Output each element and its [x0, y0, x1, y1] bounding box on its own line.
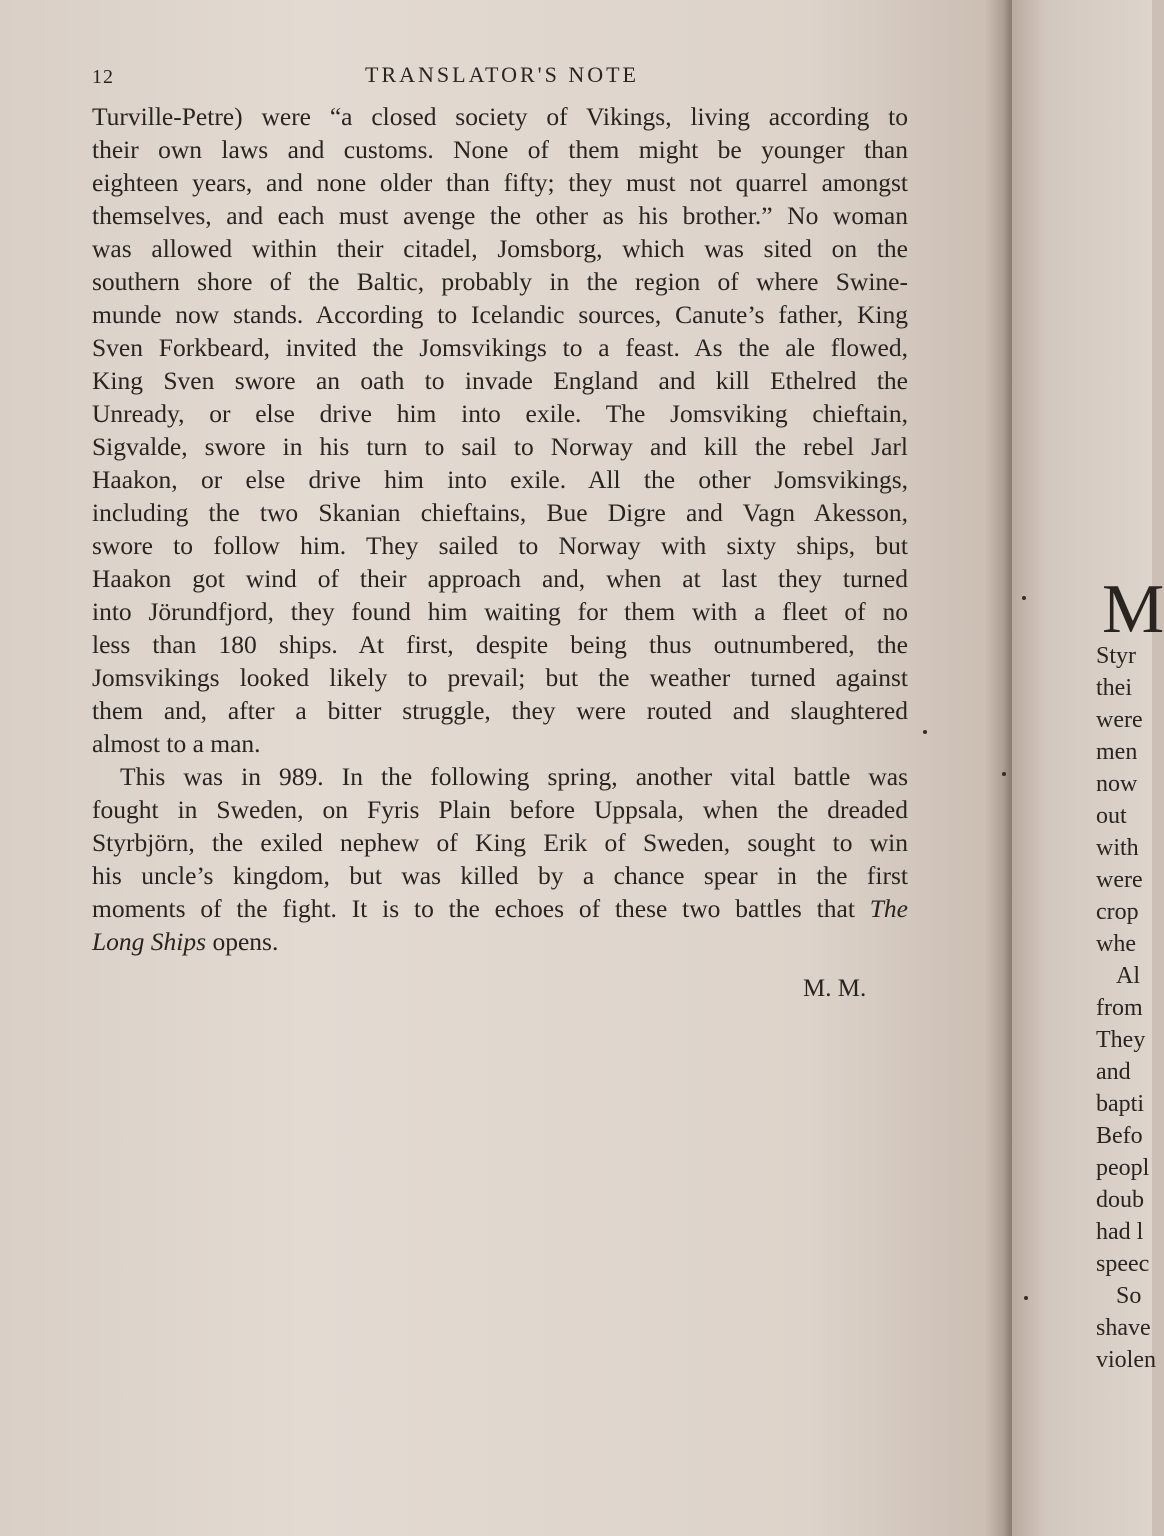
paragraph-2 [92, 760, 908, 958]
text-line: with [1096, 835, 1139, 861]
text-line-part: moments of the fight. It is to the echoes of these two battles that [92, 894, 855, 923]
text-line: eighteen years, and none older than fifty; they must not quarrel amongst [92, 168, 908, 197]
text-line: out [1096, 803, 1127, 829]
text-line: their own laws and customs. None of them might be younger than [92, 135, 908, 164]
text-line: were [1096, 867, 1143, 893]
text-line: now [1096, 771, 1138, 797]
text-line: from [1096, 995, 1143, 1021]
text-line: Unready, or else drive him into exile. The Jomsviking chieftain, [92, 399, 908, 428]
text-line: Sigvalde, swore in his turn to sail to Norway and kill the rebel Jarl [92, 432, 908, 461]
text-line: his uncle’s kingdom, but was killed by a chance spear in the first [92, 861, 908, 890]
signature-initials: M. M. [803, 975, 867, 1002]
ink-speck [1002, 772, 1006, 776]
text-line: Styrbjörn, the exiled nephew of King Erik of Sweden, sought to win [92, 828, 908, 857]
text-line: So [1116, 1283, 1142, 1309]
text-line [92, 892, 908, 925]
text-line: themselves, and each must avenge the other as his brother.” No woman [92, 201, 908, 230]
text-line: Jomsvikings looked likely to prevail; but the weather turned against [92, 663, 908, 692]
text-line: swore to follow him. They sailed to Norway with sixty ships, but [92, 531, 908, 560]
text-line: Haakon got wind of their approach and, when at last they turned [92, 564, 908, 593]
text-line [92, 925, 908, 958]
running-head: TRANSLATOR'S NOTE [365, 62, 639, 87]
text-line: them and, after a bitter struggle, they were routed and slaughtered [92, 696, 908, 725]
text-line-part: opens. [206, 927, 279, 956]
drop-cap: M [1102, 571, 1164, 648]
page-number: 12 [92, 66, 114, 88]
book-gutter-shadow [985, 0, 1015, 1536]
ink-speck [923, 730, 927, 734]
text-line: men [1096, 739, 1138, 765]
text-line: peopl [1096, 1155, 1150, 1181]
text-line: were [1096, 707, 1143, 733]
text-line: Sven Forkbeard, invited the Jomsvikings to a feast. As the ale flowed, [92, 333, 908, 362]
right-page-text [1096, 640, 1156, 1376]
paragraph-1 [92, 100, 908, 760]
text-line: fought in Sweden, on Fyris Plain before Uppsala, when the dreaded [92, 795, 908, 824]
text-line: This was in 989. In the following spring, another vital battle was [120, 762, 908, 791]
text-line: crop [1096, 899, 1139, 925]
ink-speck [1022, 596, 1026, 600]
text-line: Turville-Petre) were “a closed society of Vikings, living according to [92, 102, 908, 131]
text-line: Styr [1096, 643, 1137, 669]
ink-speck [1024, 1296, 1028, 1300]
text-line: southern shore of the Baltic, probably in the region of where Swine- [92, 267, 908, 296]
right-page [1012, 0, 1164, 1536]
text-line: King Sven swore an oath to invade England and kill Ethelred the [92, 366, 908, 395]
text-line: whe [1096, 931, 1136, 957]
text-line: They [1096, 1027, 1146, 1053]
text-line: less than 180 ships. At first, despite being thus outnumbered, the [92, 630, 908, 659]
text-line: doub [1096, 1187, 1144, 1213]
text-line: bapti [1096, 1091, 1144, 1117]
text-line: munde now stands. According to Icelandic sources, Canute’s father, King [92, 300, 908, 329]
body-text [92, 100, 908, 958]
text-line: was allowed within their citadel, Jomsborg, which was sited on the [92, 234, 908, 263]
text-line: Al [1116, 963, 1140, 989]
book-title-part: The [869, 894, 908, 923]
text-line: had l [1096, 1219, 1144, 1245]
text-line: speec [1096, 1251, 1150, 1277]
text-line: shave [1096, 1315, 1151, 1341]
text-line: Haakon, or else drive him into exile. All the other Jomsvikings, [92, 465, 908, 494]
text-line: and [1096, 1059, 1131, 1085]
text-line: including the two Skanian chieftains, Bue Digre and Vagn Akesson, [92, 498, 908, 527]
book-title-part: Long Ships [92, 927, 207, 956]
text-line: Befo [1096, 1123, 1143, 1149]
page-header [92, 62, 912, 92]
text-line: into Jörundfjord, they found him waiting for them with a fleet of no [92, 597, 908, 626]
text-line: violen [1096, 1347, 1156, 1373]
text-line: almost to a man. [92, 729, 261, 758]
text-line: thei [1096, 675, 1132, 701]
